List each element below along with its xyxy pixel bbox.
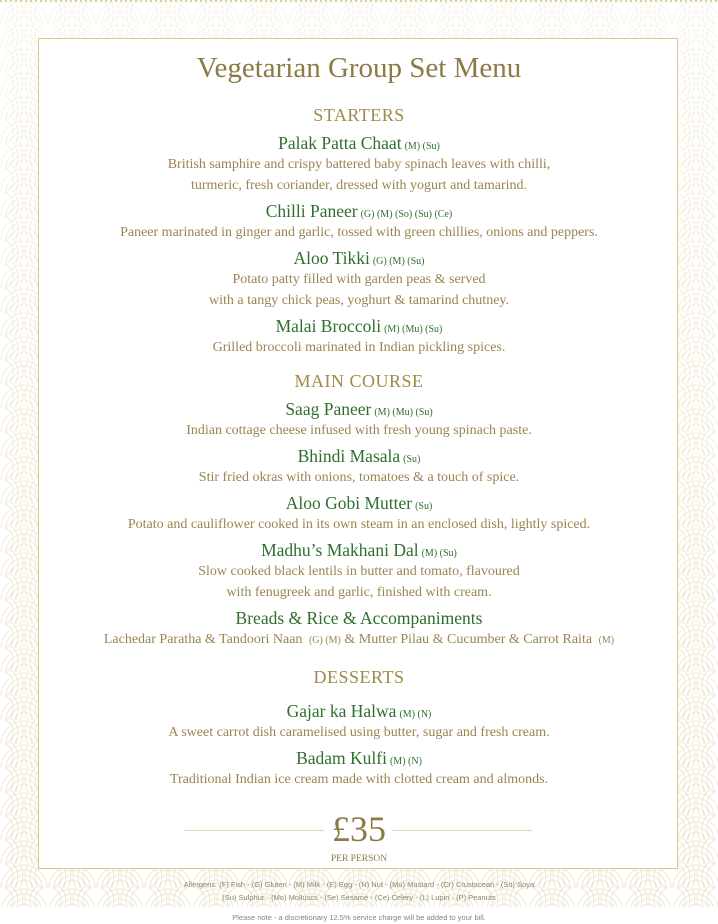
allergen-tags: (Su) bbox=[403, 454, 421, 465]
allergen-tags: (M) (N) bbox=[399, 709, 432, 720]
allergen-tags: (M) bbox=[598, 635, 615, 646]
allergen-tags: (M) (Su) bbox=[421, 548, 457, 559]
dish-malai-broccoli bbox=[40, 315, 678, 337]
price-divider-right bbox=[392, 830, 532, 831]
dish-description: with a tangy chick peas, yoghurt & tamarind chutney. bbox=[208, 293, 509, 308]
dish-palak-patta-chaat bbox=[40, 132, 678, 154]
allergen-tags: (M) (N) bbox=[389, 756, 422, 767]
dish-name: Aloo Tikki bbox=[293, 248, 370, 268]
dish-name: Chilli Paneer bbox=[265, 201, 358, 221]
dish-name: Madhu’s Makhani Dal bbox=[261, 540, 419, 560]
service-charge-note: Please note - a discretionary 12.5% service charge will be added to your bill. bbox=[232, 913, 486, 922]
allergens-line-2: (Su) Sulphur - (Mo) Molluscs - (Se) Sesame - (Ce) Celery - (L) Lupin - (P) Peanuts bbox=[222, 893, 496, 902]
per-person-label: PER PERSON bbox=[330, 854, 388, 864]
accompaniments-part-2: & Mutter Pilau & Cucumber & Carrot Raita bbox=[344, 632, 593, 647]
dish-description: Slow cooked black lentils in butter and tomato, flavoured bbox=[198, 564, 520, 579]
dish-aloo-tikki bbox=[40, 247, 678, 269]
allergen-tags: (M) (Mu) (Su) bbox=[374, 407, 433, 418]
allergens-line-1: Allergens: (F) Fish - (G) Gluten - (M) Milk - (E) Egg - (N) Nut - (Mu) Mustard - (Cr) Crustacean - (So) Soya bbox=[183, 880, 535, 889]
dish-description: British samphire and crispy battered baby spinach leaves with chilli, bbox=[167, 157, 551, 172]
dish-name: Badam Kulfi bbox=[296, 748, 387, 768]
dish-bhindi-masala bbox=[40, 445, 678, 467]
dish-name: Malai Broccoli bbox=[275, 316, 382, 336]
dish-description: Potato and cauliflower cooked in its own steam in an enclosed dish, lightly spiced. bbox=[127, 517, 591, 532]
section-heading-starters: STARTERS bbox=[313, 105, 405, 125]
dish-description: Indian cottage cheese infused with fresh young spinach paste. bbox=[186, 423, 532, 438]
allergen-tags: (M) (Mu) (Su) bbox=[384, 324, 443, 335]
dish-chilli-paneer bbox=[40, 200, 678, 222]
dish-name: Bhindi Masala bbox=[297, 446, 401, 466]
allergen-tags: (M) (Su) bbox=[404, 141, 440, 152]
dish-aloo-gobi-mutter bbox=[40, 492, 678, 514]
accompaniments-heading: Breads & Rice & Accompaniments bbox=[235, 608, 483, 628]
dish-name: Saag Paneer bbox=[285, 399, 372, 419]
allergens-legend bbox=[40, 878, 678, 904]
section-heading-main-course: MAIN COURSE bbox=[294, 371, 424, 391]
dish-description: Paneer marinated in ginger and garlic, tossed with green chillies, onions and peppers. bbox=[120, 225, 598, 240]
dish-saag-paneer bbox=[40, 398, 678, 420]
allergen-tags: (G) (M) bbox=[308, 635, 341, 646]
accompaniments-line bbox=[40, 629, 678, 650]
dish-description: A sweet carrot dish caramelised using butter, sugar and fresh cream. bbox=[168, 725, 550, 740]
dish-madhus-makhani-dal bbox=[40, 539, 678, 561]
dish-name: Gajar ka Halwa bbox=[286, 701, 397, 721]
dish-description: with fenugreek and garlic, finished with cream. bbox=[226, 585, 492, 600]
accompaniments-part-1: Lachedar Paratha & Tandoori Naan bbox=[103, 632, 303, 647]
top-dotted-border bbox=[0, 0, 718, 4]
price-divider-left bbox=[184, 830, 324, 831]
dish-gajar-ka-halwa bbox=[40, 700, 678, 722]
allergen-tags: (Su) bbox=[415, 501, 433, 512]
dish-name: Palak Patta Chaat bbox=[278, 133, 402, 153]
section-heading-desserts: DESSERTS bbox=[313, 667, 405, 687]
dish-description: Potato patty filled with garden peas & served bbox=[232, 272, 486, 287]
dish-name: Aloo Gobi Mutter bbox=[285, 493, 413, 513]
dish-description: Traditional Indian ice cream made with clotted cream and almonds. bbox=[169, 772, 549, 787]
price: £35 bbox=[332, 809, 386, 849]
menu-card bbox=[40, 40, 678, 924]
page-title: Vegetarian Group Set Menu bbox=[196, 52, 522, 84]
allergen-tags: (G) (M) (Su) bbox=[372, 256, 425, 267]
dish-description: Grilled broccoli marinated in Indian pickling spices. bbox=[212, 340, 506, 355]
dish-description: turmeric, fresh coriander, dressed with yogurt and tamarind. bbox=[190, 178, 528, 193]
price-row bbox=[40, 808, 678, 850]
dish-description: Stir fried okras with onions, tomatoes & a touch of spice. bbox=[198, 470, 520, 485]
dish-badam-kulfi bbox=[40, 747, 678, 769]
allergen-tags: (G) (M) (So) (Su) (Ce) bbox=[360, 209, 453, 220]
